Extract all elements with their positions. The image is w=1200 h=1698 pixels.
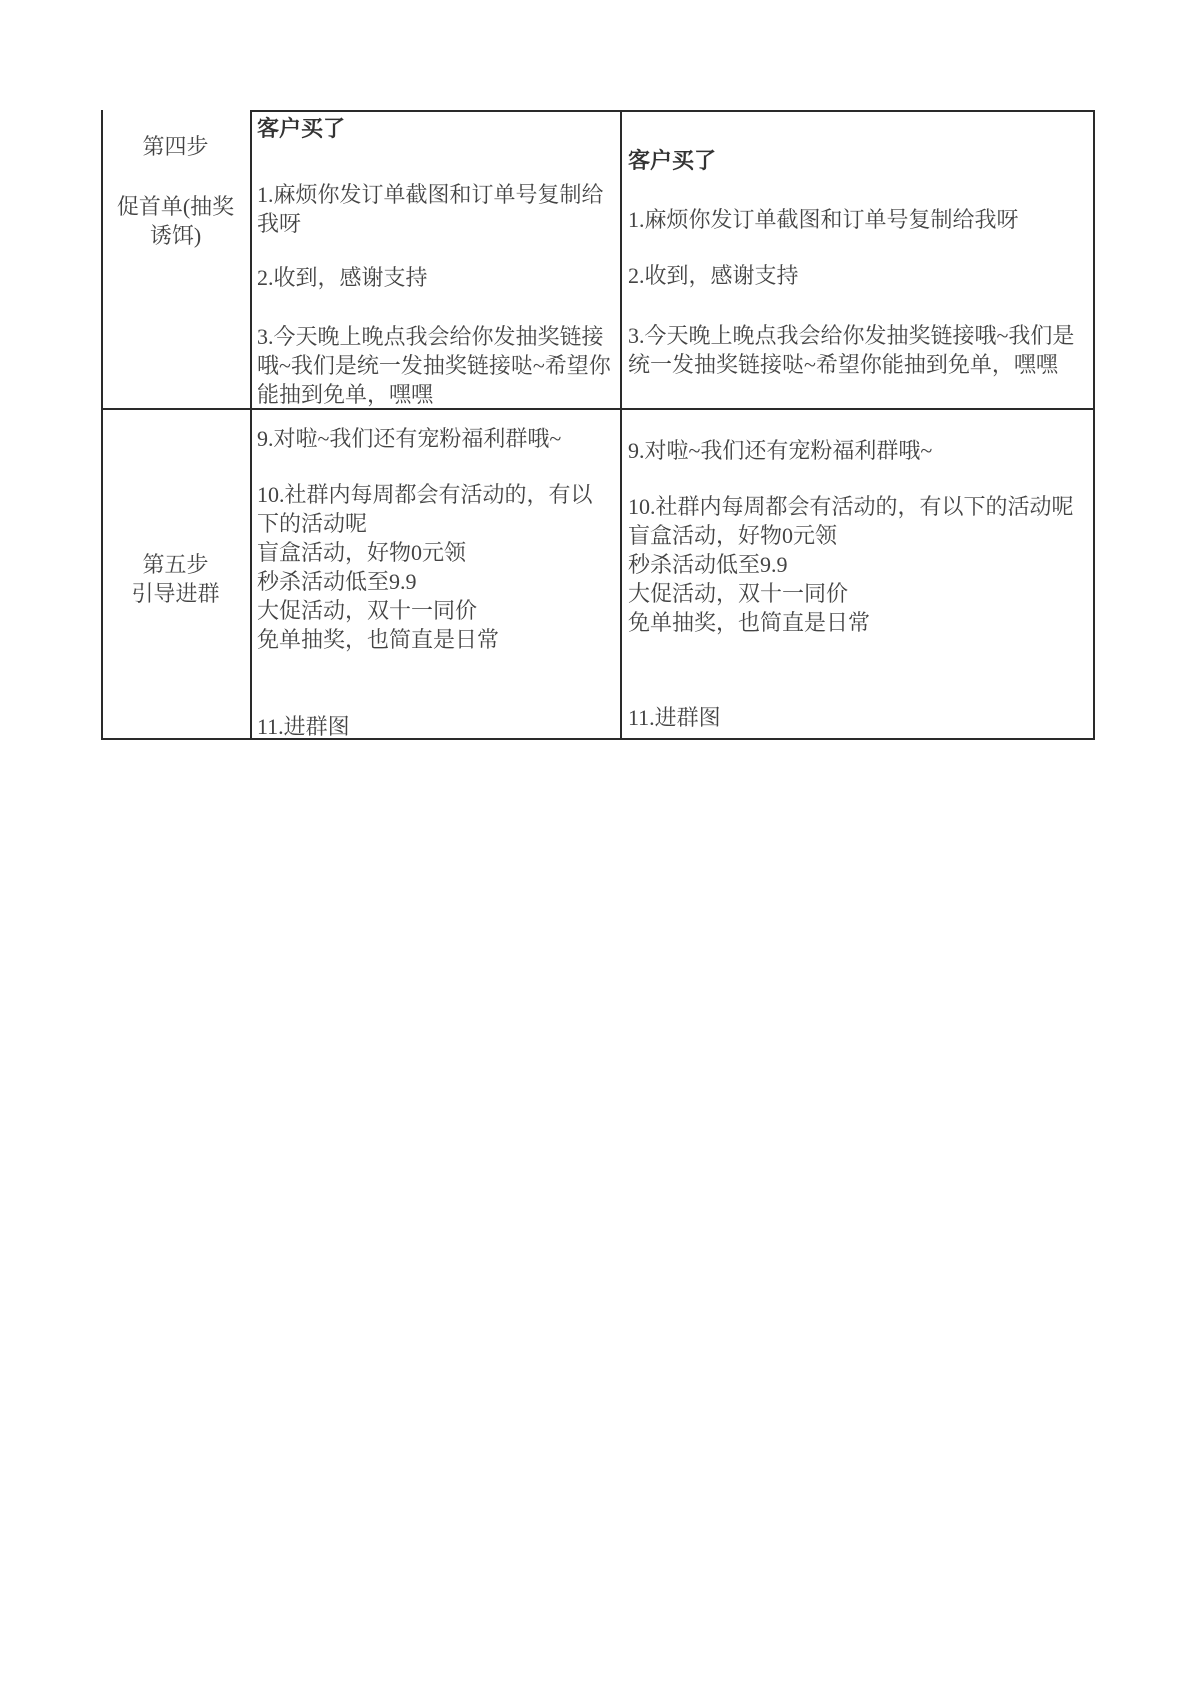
spacer [628,637,629,703]
spacer [257,292,258,322]
spacer [257,238,258,263]
script-line: 1.麻烦你发订单截图和订单号复制给 [257,182,604,207]
sales-script-table [101,110,1095,740]
cell-step5-label [103,410,248,738]
script-line: 2.收到，感谢支持 [257,265,428,290]
step4-label-line: 第四步 [142,134,209,159]
cell-step4-script-a [252,112,618,406]
step4-label-line: 诱饵) [149,223,202,248]
script-line: 10.社群内每周都会有活动的，有以 [257,482,593,507]
script-line: 哦~我们是统一发抽奖链接哒~希望你 [257,353,611,378]
activity-line: 大促活动，双十一同价 [257,598,478,623]
cell-step4-script-b [622,112,1093,406]
spacer [257,143,258,180]
spacer [103,161,104,192]
script-line: 3.今天晚上晚点我会给你发抽奖链接哦~我们是 [628,323,1075,348]
activity-line: 盲盒活动，好物0元领 [257,540,467,565]
script-line: 9.对啦~我们还有宠粉福利群哦~ [257,426,562,451]
script-line: 1.麻烦你发订单截图和订单号复制给我呀 [628,207,1019,232]
script-b-title: 客户买了 [628,148,717,173]
activity-line: 盲盒活动，好物0元领 [628,523,838,548]
script-line: 3.今天晚上晚点我会给你发抽奖链接 [257,324,604,349]
script-line: 统一发抽奖链接哒~希望你能抽到免单，嘿嘿 [628,352,1058,377]
script-line: 10.社群内每周都会有活动的，有以下的活动呢 [628,494,1074,519]
script-line: 我呀 [257,211,302,236]
cell-step5-script-b [622,410,1093,738]
table-border-right [1093,110,1095,740]
activity-line: 大促活动，双十一同价 [628,581,849,606]
cell-step4-label [103,112,248,406]
step5-label-line: 第五步 [142,552,209,577]
spacer [257,654,258,712]
activity-line: 免单抽奖，也简直是日常 [257,627,500,652]
cell-step5-script-a [252,410,618,738]
spacer [628,465,629,492]
script-line: 2.收到，感谢支持 [628,263,799,288]
script-line: 下的活动呢 [257,511,368,536]
script-line: 11.进群图 [628,705,721,730]
step4-label-line: 促首单(抽奖 [116,194,235,219]
spacer [628,234,629,261]
script-line: 11.进群图 [257,714,350,739]
spacer [628,290,629,321]
spacer [257,453,258,480]
activity-line: 秒杀活动低至9.9 [257,569,417,594]
script-a-title: 客户买了 [257,116,346,141]
activity-line: 秒杀活动低至9.9 [628,552,788,577]
activity-line: 免单抽奖，也简直是日常 [628,610,871,635]
step5-label-line: 引导进群 [131,581,220,606]
script-line: 9.对啦~我们还有宠粉福利群哦~ [628,438,933,463]
script-line: 能抽到免单，嘿嘿 [257,382,434,407]
spacer [628,175,629,205]
